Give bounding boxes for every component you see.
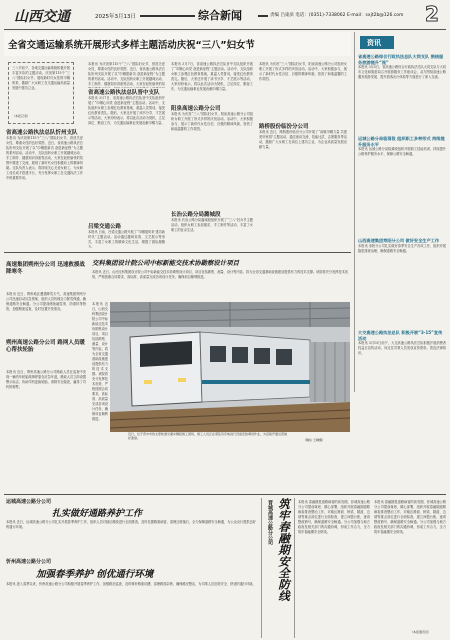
col3-text-top: 本报讯 3月7日，省高速公路执法总队晋中支队组织开展了“巾帼心向党 奋进新征程”主题活动。活动中，支队组织女职工参观红色教育基地，重温入党誓词，接受红色教育洗礼。随后，大家还开展了读书分享、才艺展示等活动，大家纷纷表示，将以此次活动为契机，立足岗位、勤奋工作，为交通运输事业发展贡献巾帼力量。 [171,62,253,91]
metro-train-illustration [110,302,350,432]
bulletin-body-4: 本报讯 3月15日前夕，大交高速公路执法总队积极开展消费者权益日宣传活动，向过往司乘人员发放宣传资料，普及法律知识。 [358,341,446,355]
bottom-right-col-1: 本报讯 春融期是道路病害的高发期，晋城高速公路分公司提前谋划、精心部署，组织开展春融期道路病害排查整治工作，对辖区路面、桥梁、隧道、边坡等重点部位进行全面检查，建立问题台账，逐项整改销号，确保道路安全畅通。分公司加强与地方政府及相关部门的沟通协调，形成工作合力，全力筑牢春融期安全防线。 [298,500,370,534]
masthead-rule-right [258,15,268,17]
bulletin-item-2 [358,136,446,227]
bottom-right-tag: （本报通讯员） [410,630,432,634]
col4-text-top: 本报讯 为庆祝“三八”国际妇女节，阳泉高速公路分公司组织女职工开展了形式多样的庆祝活动。活动中，大家积极参与，展示了新时代女性自信、自强的精神风貌，营造了和谐温馨的工作氛围。 [259,62,347,81]
bottom-body-1: 本报讯 近日，运城高速公路分公司扎实开展春季养护工作，组织人员对辖区路段进行全面排查，及时处置路面病害，清理边坡落石，全力保障道路安全畅通，为公众出行提供良好的通行环境。 [6,520,256,529]
bulletin-title-1: 省高速公路综合行政执法总队大同支队 围绕服务旅游提升“流” [358,54,444,65]
bulletin-item-3 [358,238,446,324]
issue-date: 2025年3月13日 [95,14,136,20]
bulletin-title-3: 山西高速集团寿阳分公司 做好安全生产工作 [358,238,440,243]
feature-side-text: 本报讯 近日，山西交科集团设计院公司中标新能交技术协勘察设计项目，项目包括勘察、测量、设计等内容，将为全省交通基础设施建设提供有力的技术支撑。该院将充分发挥技术优势，严格按照合同要求，高标准、高质量完成各项设计任务，确保项目顺利推进。 [92,302,108,421]
article-body-4: 本报讯 为庆祝“三八”国际妇女节，阳泉高速公路分公司组织女职工开展了形式多样的庆祝活动。活动中，大家积极参与，展示了新时代女性自信、自强的精神风貌，营造了和谐温馨的工作氛围。 [171,112,253,131]
bottom-org-1: 运城高速公路分公司 [6,499,52,505]
bulletin-divider [354,32,355,392]
photo-caption: 近日，位于晋中市的太原轨道交通车辆段施工现场，施工人员正在紧张有序地进行设备安装调试作业，为后续开通运营做好准备。 [128,432,288,441]
bulletin-body-2: 本报讯 运城公路分局临猗段组织开展职工技能培训，持续提升公路养护服务水平，保障公路安全畅通。 [358,147,446,156]
page-number: 2 [425,2,439,26]
top-section-divider [4,252,351,253]
editor-label: 责编 [270,13,279,18]
bulletin-body-1: 本报讯 3月5日，省高速公路综合行政执法总队大同支队与大同市文化和旅游局召开旅游服务工作座谈会，双方围绕高速公路服务旅游发展、提升游客出行体验等方面进行了深入交流。 [358,65,446,79]
feature-title: 交科集团设计院公司中标新能交技术协勘察设计项目 [92,259,239,267]
bulletin-item-1 [358,54,446,135]
bottom-body-2: 本报讯 进入春季以来，忻州高速公路分公司积极开展春季养护工作，加强路况巡查，及时修补路面坑槽，清理路面杂物，确保路况整洁，为司乘人员创造安全、舒适的通行环境。 [6,582,256,586]
article-body-6: 本报讯 长治公路分局潞城段组织开展了“三八”妇女节主题活动，组织女职工参加插花、手工制作等活动，丰富了女职工的业余生活。 [171,218,253,232]
editor-phone: 电话：(0351)-7338062 [295,13,346,18]
article-body-3: 本报讯 日前，吕梁交通公路开展了“巾帼展风采 建功新时代”主题活动。活动通过趣味竞赛、文艺展示等形式，丰富了女职工的精神文化生活，增强了团队凝聚力。 [88,230,165,248]
photo-caption-box [128,432,350,450]
article-body-1: 本报讯 为庆祝第115个“三八”国际妇女节，营造关爱女性、尊重女性的良好氛围，近日，省高速公路执法总队忻州支队开展了以“巾帼建新功 奋进新征程”为主题的系列活动。活动中，支队组织女职工开展趣味运动、手工制作、健康知识讲座等活动，大家在轻松愉快的氛围中增进了交流，展现了新时代女性积极向上的精神风貌。支队负责人表示，将持续关心关爱女职工，为女职工成长成才搭建平台，充分发挥女职工在交通执法工作中的重要作用。 [6,136,83,180]
editor-email: E-mail：sxjt2b@126.com [346,13,404,18]
article-title-6: 长治公路分局潞城段 [171,212,221,218]
bulletin-label: 资讯 [367,39,381,47]
bottom-org-2: 忻州高速公路分公司 [6,559,52,565]
article-body-5: 本报讯 近日，路桥股份临汾分公司开展了“致敬巾帼力量 共建美好家园”主题活动，通过座谈交流、技能比武、志愿服务等活动，激励广大女职工在岗位上建功立业，为企业高质量发展贡献力量。 [259,130,347,149]
feature-body: 本报讯 近日，山西交科集团设计院公司中标新能交技术协勘察设计项目，项目包括勘察、测量、设计等内容，将为全省交通基础设施建设提供有力的技术支撑。该院将充分发挥技术优势，严格按照合同要求，高标准、高质量完成各项设计任务，确保项目顺利推进。 [92,270,348,279]
regional-title-1: 高速集团朔州分公司 迅速救援战降寒冬 [6,262,85,275]
photo-credit: （魏东 王翀摄） [303,438,325,442]
bulletin-body-3: 本报讯 寿阳分公司扎实做好春季安全生产各项工作，组织开展隐患排查治理，确保道路安全畅通。 [358,243,446,253]
article-title-1: 省高速公路执法总队忻州支队 [6,130,78,136]
lead-text: 三八节前夕，各地交通运输系统积极开展丰富多彩的主题活动，庆祝第115个“三八”国际妇女节，展现新时代女性的巾帼风采，激励广大女职工在交通运输高质量发展中建功立业。 [12,66,70,90]
article-title-3: 吕梁交通公路 [88,224,122,230]
vertical-headline: 筑牢春融期安全防线 [277,498,291,602]
article-title-5: 路桥股份临汾分公司 [259,124,309,130]
bottom-headline-1: 扎实做好通路养护工作 [52,509,143,519]
article-title-2: 省高速公路执法总队晋中支队 [88,90,160,96]
bulletin-item-4 [358,330,446,397]
article-title-4: 阳泉高速公路分公司 [171,106,221,112]
headline-band [4,32,351,56]
editor-name: 吕東滨 [280,13,294,18]
editor-line [270,12,403,18]
lead-byline: （本报记者） [12,114,31,118]
masthead-divider [4,29,446,30]
vertical-org: 晋城高速公路分公司 [267,500,273,545]
regional-body-2: 本报讯 近日，朔州高速公路分公司路政人员在巡查中发现一辆货车轮胎故障停靠在应急车道，路政人员立即设置警示标志，协助司机更换轮胎，消除安全隐患，赢得了司机的称赞。 [6,370,86,389]
article-continued: 本报讯 为庆祝第115个“三八”国际妇女节，营造关爱女性、尊重女性的良好氛围，近日，省高速公路执法总队忻州支队开展了以“巾帼建新功 奋进新征程”为主题的系列活动。活动中，支队组织女职工开展趣味运动、手工制作、健康知识讲座等活动，大家在轻松愉快的氛 [88,62,165,86]
bulletin-title-2: 运城公路分局临猗段 组织职工多种形式 持续提升服务水平 [358,136,445,147]
bulletin-label-box [360,36,394,49]
newspaper-logo: 山西交通 [14,9,70,25]
regional-body-1: 本报讯 近日，朔州地区遭遇降雪天气，高速集团朔州分公司迅速启动应急预案，组织人员机械全力除雪保通，确保道路安全畅通。分公司提前储备融雪剂、防滑料等物资，加强路面巡查，及时处置突发情况。 [6,292,86,311]
vertical-divider-left [261,498,262,638]
masthead-rule-left [140,15,195,17]
main-headline: 全省交通运输系统开展形式多样主题活动庆祝“三八”妇女节 [8,40,255,51]
lead-box [8,62,74,124]
article-body-2: 本报讯 3月7日，省高速公路执法总队晋中支队组织开展了“巾帼心向党 奋进新征程”主题活动。活动中，支队组织女职工参观红色教育基地，重温入党誓词，接受红色教育洗礼。随后，大家还开展了读书分享、才艺展示等活动，大家纷纷表示，将以此次活动为契机，立足岗位、勤奋工作，为交通运输事业发展贡献巾帼力量。 [88,96,165,125]
bulletin-title-4: 大交高速公路执法总队 积极开展“3·15”宣传活动 [358,330,443,341]
regional-title-2: 朔州高速公路分公司 路网人员暖心帮扶轮胎 [6,340,85,353]
metro-train-photo [110,302,350,432]
vertical-divider-right [294,498,295,638]
masthead [0,0,450,30]
section-title: 综合新闻 [198,9,242,22]
bottom-right-col-2: 本报讯 春融期是道路病害的高发期，晋城高速公路分公司提前谋划、精心部署，组织开展春融期道路病害排查整治工作，对辖区路面、桥梁、隧道、边坡等重点部位进行全面检查，建立问题台账，逐项整改销号，确保道路安全畅通。分公司加强与地方政府及相关部门的沟通协调，形成工作合力，全力筑牢春融期安全防线。 [374,500,446,534]
bottom-headline-2: 加强春季养护 创优通行环境 [36,569,154,580]
middle-section-divider [4,494,446,495]
